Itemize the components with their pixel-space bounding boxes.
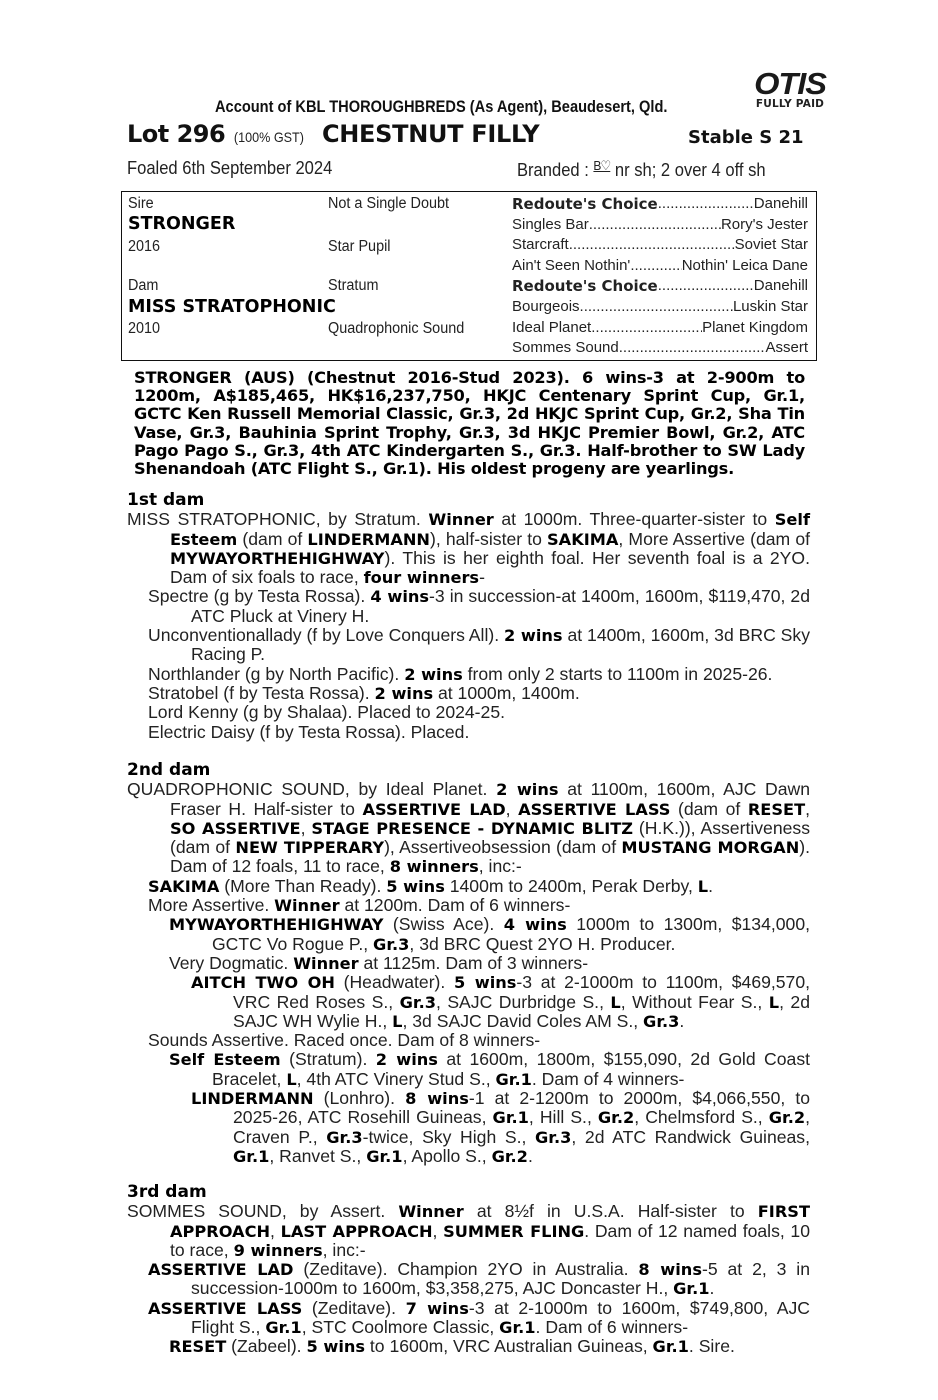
- entry-text: (Zeditave). Champion 2YO in Australia.: [293, 1259, 639, 1280]
- bold-text: Gr.3: [373, 934, 410, 954]
- bold-text: L: [768, 992, 780, 1012]
- bold-text: 8 winners: [389, 857, 479, 877]
- pedigree-entry: [127, 973, 810, 1031]
- bold-text: Gr.3: [643, 1011, 680, 1031]
- entry-text: Unconventionallady (f by Love Conquers All).: [148, 625, 504, 646]
- entry-text: ). This is her eighth foal. Her seventh foal is a 2YO. Dam of six foals to race,: [170, 547, 810, 588]
- ancestor-sire: Soviet Star: [734, 236, 808, 254]
- ancestor-sire: Nothin' Leica Dane: [681, 256, 808, 274]
- bold-text: 5 wins: [386, 876, 445, 896]
- sire-summary: STRONGER (AUS) (Chestnut 2016-Stud 2023). 6 wins-3 at 2-900m to 1200m, A$185,465, HK$16,237,750, HKJC Centenary Sprint Cup, Gr.1, GCTC Ken Russell Memorial Classic, Gr.3, 2d HKJC Sprint Cup, Gr.2, Sha Tin Vase, Gr.3, Bauhinia Sprint Trophy, Gr.3, 3d HKJC Premier Bowl, Gr.2, ATC Pago Pago S., Gr.3, 4th ATC Kindergarten S., Gr.3. Half-brother to SW Lady Shenandoah (ATC Flight S., Gr.1). His oldest progeny are yearlings.: [134, 368, 805, 479]
- bold-text: Gr.1: [673, 1279, 710, 1299]
- entry-text: , STC Coolmore Classic,: [301, 1317, 500, 1338]
- ancestor-row: [512, 236, 808, 253]
- entry-text: ,: [270, 1220, 281, 1241]
- entry-text: (H.K.)), Assertiveness (dam of: [170, 817, 810, 858]
- entry-text: Sounds Assertive. Raced once. Dam of 8 winners-: [148, 1030, 541, 1051]
- entry-text: ,: [300, 817, 312, 838]
- dam-sire: Stratum: [328, 277, 379, 294]
- bold-text: Gr.3: [535, 1127, 572, 1147]
- ancestor-name: Redoute's Choice: [512, 195, 658, 213]
- bold-text: RESET: [747, 799, 806, 819]
- gst-note: (100% GST): [233, 129, 304, 145]
- leader-dots: [589, 216, 721, 233]
- lot-title-line: [127, 120, 539, 148]
- section-heading: 1st dam: [127, 490, 205, 510]
- bold-text: 4 wins: [503, 915, 567, 935]
- bold-text: L: [610, 992, 621, 1012]
- dam-dam: Quadrophonic Sound: [328, 320, 465, 337]
- entry-text: at 1000m, 1400m.: [433, 682, 580, 703]
- bold-text: LINDERMANN: [307, 529, 430, 549]
- pedigree-entry: [127, 780, 810, 876]
- bold-text: MYWAYORTHEHIGHWAY: [170, 548, 385, 568]
- entry-text: Lord Kenny (g by Shalaa). Placed to 2024-25.: [148, 702, 505, 723]
- entry-text: Electric Daisy (f by Testa Rossa). Placed.: [148, 721, 470, 742]
- entry-text: , Ranvet S.,: [269, 1145, 367, 1166]
- otis-logo: [748, 66, 832, 110]
- ancestor-row: [512, 195, 808, 213]
- entry-text: , Chelmsford S.,: [634, 1107, 769, 1128]
- bold-text: ASSERTIVE LASS: [148, 1298, 303, 1318]
- branding-info: [517, 158, 766, 181]
- bold-text: 2 wins: [374, 683, 434, 703]
- bold-text: Winner: [398, 1202, 464, 1222]
- otis-logo-mark: OTIS: [754, 66, 826, 101]
- bold-text: 7 wins: [405, 1298, 469, 1318]
- ancestor-row: [512, 257, 808, 274]
- bold-text: LINDERMANN: [191, 1089, 314, 1109]
- bold-text: 2 wins: [404, 664, 463, 684]
- stable-number: Stable S 21: [688, 127, 804, 148]
- pedigree-table: [121, 191, 817, 361]
- bold-text: Gr.2: [491, 1146, 528, 1166]
- entry-text: , Hill S.,: [528, 1107, 598, 1128]
- pedigree-entry: [127, 877, 810, 896]
- bold-text: SUMMER FLING: [443, 1221, 585, 1241]
- section-heading: 3rd dam: [127, 1182, 207, 1202]
- bold-text: Winner: [274, 896, 340, 916]
- entry-text: Very Dogmatic.: [169, 952, 294, 973]
- entry-text: (Zeditave).: [302, 1297, 406, 1318]
- entry-text: , 2d SAJC WH Wylie H.,: [233, 991, 810, 1031]
- bold-text: 2 wins: [504, 626, 563, 646]
- pedigree-entry: [127, 723, 810, 742]
- entry-text: at 1200m. Dam of 6 winners-: [339, 895, 571, 916]
- entry-text: (Zabeel).: [226, 1336, 307, 1357]
- ancestor-sire: Rory's Jester: [720, 215, 808, 233]
- pedigree-entry: [127, 954, 810, 973]
- bold-text: Self Esteem: [169, 1050, 281, 1070]
- leader-dots: [658, 195, 754, 213]
- bold-text: L: [286, 1069, 297, 1089]
- bold-text: RESET: [169, 1337, 227, 1357]
- ancestor-sire: Planet Kingdom: [702, 318, 808, 336]
- bold-text: ASSERTIVE LAD: [362, 799, 506, 819]
- bold-text: NEW TIPPERARY: [235, 838, 385, 858]
- dam-section: [127, 761, 810, 1166]
- bold-text: 8 wins: [638, 1260, 702, 1280]
- dam-year: 2010: [128, 320, 161, 337]
- bold-text: Winner: [293, 953, 359, 973]
- entry-text: .: [708, 875, 714, 896]
- bold-text: Gr.1: [265, 1318, 302, 1338]
- pedigree-entry: [127, 703, 810, 722]
- bold-text: 5 wins: [306, 1337, 366, 1357]
- entry-text: -3 at 2-1000m to 1600m, $749,800, AJC Flight S.,: [191, 1297, 810, 1338]
- ancestor-name: Starcraft: [512, 236, 569, 254]
- entry-text: (Swiss Ace).: [383, 914, 504, 935]
- bold-text: MUSTANG MORGAN: [621, 838, 800, 858]
- entry-text: from only 2 starts to 1100m in 2025-26.: [462, 663, 773, 684]
- ancestor-row: [512, 319, 808, 336]
- entry-text: , SAJC Durbridge S.,: [435, 991, 611, 1012]
- entry-text: , 4th ATC Vinery Stud S.,: [296, 1068, 496, 1089]
- fully-paid-label: FULLY PAID: [755, 98, 825, 110]
- entry-text: . Dam of 6 winners-: [535, 1317, 689, 1338]
- foaled-date: Foaled 6th September 2024: [127, 158, 333, 178]
- dam-label: Dam: [128, 277, 159, 294]
- entry-text: at 1100m, 1600m, AJC Dawn Fraser H. Half-sister to: [170, 779, 811, 819]
- pedigree-entry: [127, 510, 810, 587]
- entry-text: -3 in succession-at 1400m, 1600m, $119,470, 2d ATC Pluck at Vinery H.: [191, 586, 810, 626]
- bold-text: Self Esteem: [170, 510, 810, 549]
- horse-description: CHESTNUT FILLY: [321, 120, 540, 148]
- bold-text: Gr.2: [597, 1108, 635, 1128]
- ancestor-sire: Danehill: [753, 277, 808, 295]
- pedigree-entry: [127, 1089, 810, 1166]
- pedigree-entry: [127, 1050, 810, 1089]
- pedigree-entry: [127, 1299, 810, 1338]
- entry-text: -1 at 2-1200m to 2000m, $4,066,550, to 2025-26, ATC Rosehill Guineas,: [233, 1088, 810, 1128]
- entry-text: SOMMES SOUND, by Assert.: [127, 1201, 399, 1222]
- bold-text: Gr.1: [366, 1146, 403, 1166]
- entry-text: , inc:-: [322, 1239, 366, 1260]
- ancestor-name: Redoute's Choice: [512, 277, 658, 296]
- sire-sire: Not a Single Doubt: [328, 195, 450, 212]
- bold-text: Winner: [428, 510, 494, 530]
- leader-dots: [619, 339, 766, 356]
- dam-section: [127, 1183, 810, 1357]
- ancestor-name: Bourgeois: [512, 298, 580, 315]
- ancestor-row: [512, 216, 808, 233]
- bold-text: ASSERTIVE LAD: [148, 1260, 294, 1280]
- bold-text: FIRST APPROACH: [170, 1202, 810, 1241]
- branded-text: nr sh; 2 over 4 off sh: [614, 160, 766, 180]
- bold-text: STAGE PRESENCE - DYNAMIC BLITZ: [311, 818, 634, 838]
- lot-number: Lot 296: [127, 120, 226, 148]
- ancestor-name: Singles Bar: [512, 215, 589, 233]
- bold-text: Gr.3: [399, 992, 436, 1012]
- ancestor-row: [512, 339, 808, 356]
- entry-text: -: [479, 567, 485, 588]
- ancestor-sire: Danehill: [753, 195, 808, 212]
- bold-text: AITCH TWO OH: [191, 973, 335, 993]
- entry-text: ,: [432, 1220, 444, 1241]
- bold-text: Gr.3: [326, 1127, 363, 1147]
- pedigree-entry: [127, 1260, 810, 1299]
- entry-text: .: [679, 1010, 685, 1031]
- sire-label: Sire: [128, 195, 154, 212]
- bold-text: 8 wins: [405, 1089, 469, 1109]
- entry-text: (dam of: [237, 528, 308, 549]
- sire-name: STRONGER: [128, 214, 236, 234]
- pedigree-entry: [127, 915, 810, 954]
- entry-text: ,: [805, 798, 810, 819]
- entry-text: ), half-sister to: [429, 528, 548, 549]
- ancestor-row: [512, 277, 808, 295]
- entry-text: .: [709, 1278, 715, 1299]
- entry-text: at 8½f in U.S.A. Half-sister to: [463, 1201, 758, 1222]
- dam-section: [127, 491, 810, 742]
- entry-text: (Stratum).: [280, 1049, 376, 1070]
- entry-text: (More Than Ready).: [219, 875, 387, 896]
- pedigree-entry: [127, 626, 810, 665]
- vendor-account: Account of KBL THOROUGHBREDS (As Agent), Beaudesert, Qld.: [215, 97, 668, 116]
- entry-text: , Craven P.,: [233, 1107, 811, 1147]
- bold-text: MYWAYORTHEHIGHWAY: [169, 915, 384, 935]
- sire-dam: Star Pupil: [328, 238, 391, 255]
- leader-dots: [630, 257, 681, 274]
- pedigree-entry: [127, 1031, 810, 1050]
- bold-text: four winners: [363, 568, 480, 588]
- bold-text: Gr.1: [499, 1318, 536, 1338]
- entry-text: , Without Fear S.,: [620, 991, 769, 1012]
- brand-mark-icon: B♡: [593, 158, 611, 173]
- entry-text: .: [527, 1145, 533, 1166]
- bold-text: Gr.1: [492, 1108, 529, 1128]
- entry-text: ), Assertiveobsession (dam of: [384, 837, 622, 858]
- entry-text: More Assertive.: [148, 895, 275, 916]
- entry-text: , Apollo S.,: [402, 1145, 492, 1166]
- entry-text: QUADROPHONIC SOUND, by Ideal Planet.: [127, 779, 497, 800]
- entry-text: at 1000m. Three-quarter-sister to: [493, 509, 775, 530]
- bold-text: SAKIMA: [547, 529, 619, 549]
- bold-text: Gr.1: [233, 1146, 270, 1166]
- entry-text: Spectre (g by Testa Rossa).: [148, 586, 371, 607]
- entry-text: , inc:-: [478, 856, 522, 877]
- leader-dots: [569, 236, 735, 253]
- entry-text: , 3d SAJC David Coles AM S.,: [402, 1010, 644, 1031]
- bold-text: LAST APPROACH: [280, 1221, 433, 1241]
- entry-text: (Lonhro).: [313, 1088, 406, 1109]
- entry-text: Northlander (g by North Pacific).: [148, 663, 405, 684]
- bold-text: L: [697, 876, 709, 896]
- entry-text: . Sire.: [688, 1336, 735, 1357]
- pedigree-entry: [127, 896, 810, 915]
- bold-text: Gr.1: [495, 1069, 532, 1089]
- section-heading: 2nd dam: [127, 760, 211, 780]
- entry-text: , 2d ATC Randwick Guineas,: [571, 1126, 810, 1147]
- entry-text: ,: [505, 798, 519, 819]
- entry-text: . Dam of 12 named foals, 10 to race,: [170, 1220, 810, 1260]
- pedigree-entry: [127, 684, 810, 703]
- entry-text: (dam of: [670, 798, 748, 819]
- entry-text: -5 at 2, 3 in succession-1000m to 1600m, $3,358,275, AJC Doncaster H.,: [191, 1259, 811, 1299]
- leader-dots: [580, 298, 733, 315]
- leader-dots: [658, 277, 754, 295]
- entry-text: Stratobel (f by Testa Rossa).: [148, 682, 375, 703]
- bold-text: L: [392, 1011, 403, 1031]
- bold-text: 2 wins: [375, 1050, 438, 1070]
- entry-text: at 1400m, 1600m, 3d BRC Sky Racing P.: [191, 625, 811, 665]
- entry-text: , More Assertive (dam of: [618, 528, 810, 549]
- pedigree-entry: [127, 1337, 810, 1356]
- dam-name: MISS STRATOPHONIC: [128, 297, 336, 317]
- entry-text: , 3d BRC Quest 2YO H. Producer.: [409, 933, 676, 954]
- leader-dots: [591, 319, 702, 336]
- bold-text: SAKIMA: [148, 876, 220, 896]
- entry-text: ). Dam of 12 foals, 11 to race,: [170, 837, 810, 877]
- entry-text: (Headwater).: [334, 972, 455, 993]
- pedigree-entry: [127, 665, 810, 684]
- entry-text: -3 at 2-1000m to 1100m, $469,570, VRC Red Roses S.,: [233, 972, 811, 1012]
- entry-text: 1400m to 2400m, Perak Derby,: [444, 875, 698, 896]
- pedigree-entry: [127, 587, 810, 626]
- entry-text: -twice, Sky High S.,: [362, 1126, 536, 1147]
- bold-text: 5 wins: [454, 973, 517, 993]
- ancestor-name: Ideal Planet: [512, 318, 592, 336]
- entry-text: at 1125m. Dam of 3 winners-: [358, 952, 589, 973]
- sire-year: 2016: [128, 238, 161, 255]
- bold-text: SO ASSERTIVE: [170, 818, 301, 838]
- bold-text: ASSERTIVE LASS: [518, 799, 671, 819]
- entry-text: MISS STRATOPHONIC, by Stratum.: [127, 509, 429, 530]
- bold-text: 2 wins: [496, 780, 559, 800]
- bold-text: 4 wins: [370, 587, 430, 607]
- ancestor-row: [512, 298, 808, 315]
- ancestor-sire: Assert: [765, 339, 808, 357]
- ancestor-name: Sommes Sound: [512, 339, 619, 357]
- pedigree-entry: [127, 1202, 810, 1260]
- ancestor-sire: Luskin Star: [732, 298, 808, 315]
- entry-text: . Dam of 4 winners-: [531, 1068, 685, 1089]
- bold-text: 9 winners: [233, 1240, 323, 1260]
- bold-text: Gr.2: [768, 1108, 806, 1128]
- entry-text: 1000m to 1300m, $134,000, GCTC Vo Rogue P.,: [212, 914, 810, 954]
- ancestor-name: Ain't Seen Nothin': [512, 256, 631, 274]
- entry-text: at 1600m, 1800m, $155,090, 2d Gold Coast Bracelet,: [212, 1049, 811, 1089]
- entry-text: to 1600m, VRC Australian Guineas,: [365, 1336, 653, 1357]
- bold-text: Gr.1: [652, 1337, 689, 1357]
- branded-label: Branded :: [517, 160, 589, 180]
